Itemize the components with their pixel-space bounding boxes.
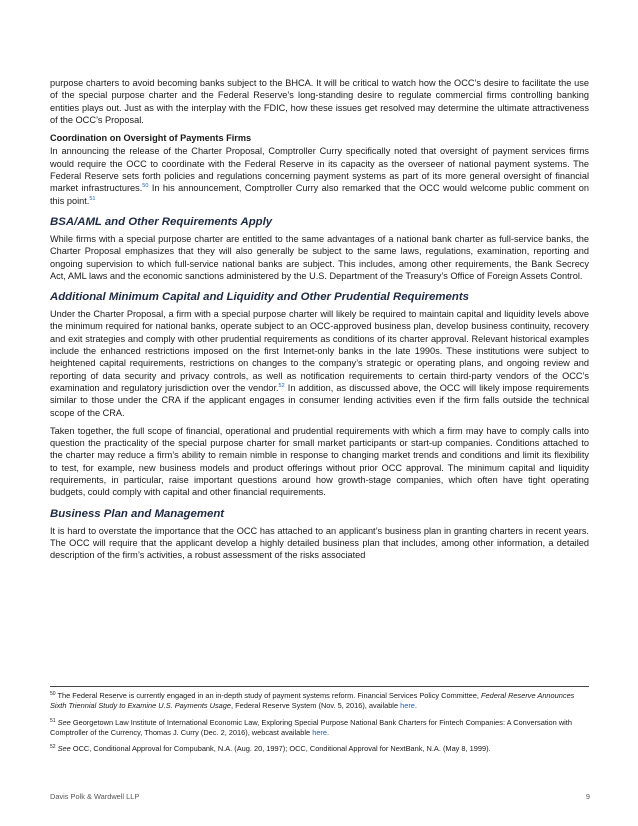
heading-bsa-aml: BSA/AML and Other Requirements Apply bbox=[50, 215, 273, 228]
main-content bbox=[50, 77, 589, 568]
footnote-50-link[interactable]: here bbox=[400, 701, 415, 711]
paragraph-taken-together: Taken together, the full scope of financial, operational and prudential requirements with which a firm may have to comply calls into question the practicality of the special purpose charter for small market participants or start-up companies. Conditions attached to the charter may reduce a firm’s ability to remain nimble in response to changing market trends and conditions and limit its flexibility to test, for example, new business models and product offerings without prior OCC approval. The minimum capital and liquidity requirements, in particular, raise important questions around how growth-stage companies, which often have tight operating budgets, could comply with capital and other financial requirements. bbox=[50, 425, 589, 498]
footnote-ref-50[interactable]: 50 bbox=[142, 183, 149, 190]
paragraph-business-plan: It is hard to overstate the importance that the OCC has attached to an applicant’s business plan in granting charters in recent years. The OCC will require that the applicant develop a highly detailed business plan that includes, among other information, a detailed description of the firm’s activities, a robust assessment of the risks associated bbox=[50, 525, 589, 561]
footnote-ref-52[interactable]: 52 bbox=[278, 382, 285, 389]
paragraph-bsa-aml: While firms with a special purpose charter are entitled to the same advantages of a national bank charter as full-service banks, the Charter Proposal emphasizes that they will also generally be subject to the same laws, regulations, examination, reporting and ongoing supervision to which full-service national banks are subject. This includes, among other requirements, the Bank Secrecy Act, AML laws and the economic sanctions administered by the U.S. Department of the Treasury’s Office of Foreign Assets Control. bbox=[50, 233, 589, 281]
footnote-50: $^{50}$ The Federal Reserve is currently engaged in an in-depth study of payment systems reform. Financial Services Policy Committee, Federal Reserve Announces Sixth Triennial Study to Examine U.S. Payments Usage, Federal Reserve System (Nov. 5, 2016), available here. bbox=[50, 691, 575, 711]
footnote-51-link[interactable]: here bbox=[312, 727, 327, 737]
footnotes bbox=[50, 686, 589, 760]
paragraph-coordination: In announcing the release of the Charter Proposal, Comptroller Curry specifically noted that oversight of payment services firms would require the OCC to coordinate with the Federal Reserve in its capacity as the overseer of national payment systems. The Federal Reserve sets forth policies and regulations concerning payment systems as part of its more general oversight of financial market infrastructures.$^{50}$ In his announcement, Comptroller Curry also remarked that the OCC would welcome public comment on this point.$^{51}$ bbox=[50, 146, 589, 206]
footnote-52: $^{52}$ See OCC, Conditional Approval for Compubank, N.A. (Aug. 20, 1997); OCC, Conditional Approval for NextBank, N.A. (May 8, 1999). bbox=[50, 744, 491, 754]
heading-coordination: Coordination on Oversight of Payments Firms bbox=[50, 133, 252, 144]
heading-business-plan: Business Plan and Management bbox=[50, 507, 225, 520]
footer-page-number: 9 bbox=[585, 792, 590, 801]
footnote-ref-51[interactable]: 51 bbox=[89, 195, 96, 202]
paragraph-capital: Under the Charter Proposal, a firm with a special purpose charter will likely be required to maintain capital and liquidity levels above the minimum required for national banks, operate subject to an OCC-approved business plan, develop business continuity, recovery and exit strategies and comply with other prudential requirements as conditions of its charter approval. Relevant historical examples include the enhanced restrictions imposed on the first Internet-only banks in the late 1990s. These institutions were subject to heightened capital requirements, restrictions on changes to the company’s strategic or operating plans, and ongoing review and reporting of data security and privacy controls, as well as notification requirements to certain third-party vendors of the OCC’s examination and regulatory jurisdiction over the vendor.$^{52}$ In addition, as discussed above, the OCC will likely impose requirements similar to those under the CRA if the applicant engages in consumer lending activities even if the firm falls outside the technical scope of the CRA. bbox=[50, 309, 589, 418]
footnote-51: $^{51}$ See Georgetown Law Institute of International Economic Law, Exploring Special Purpose National Bank Charters for Fintech Companies: A Conversation with Comptroller of the Currency, Thomas J. Curry (Dec. 2, 2016), webcast available here. bbox=[50, 717, 572, 737]
footer-firm-name: Davis Polk & Wardwell LLP bbox=[50, 792, 140, 801]
heading-capital-liquidity: Additional Minimum Capital and Liquidity and Other Prudential Requirements bbox=[50, 291, 469, 304]
paragraph-intro: purpose charters to avoid becoming banks subject to the BHCA. It will be critical to watch how the OCC’s desire to facilitate the use of the special purpose charter and the Federal Reserve’s long-standing desire to regulate commercial firms controlling banking entities plays out. Just as with the interplay with the FDIC, how these issues get resolved may determine the ultimate attractiveness of the OCC’s Proposal. bbox=[50, 78, 589, 125]
